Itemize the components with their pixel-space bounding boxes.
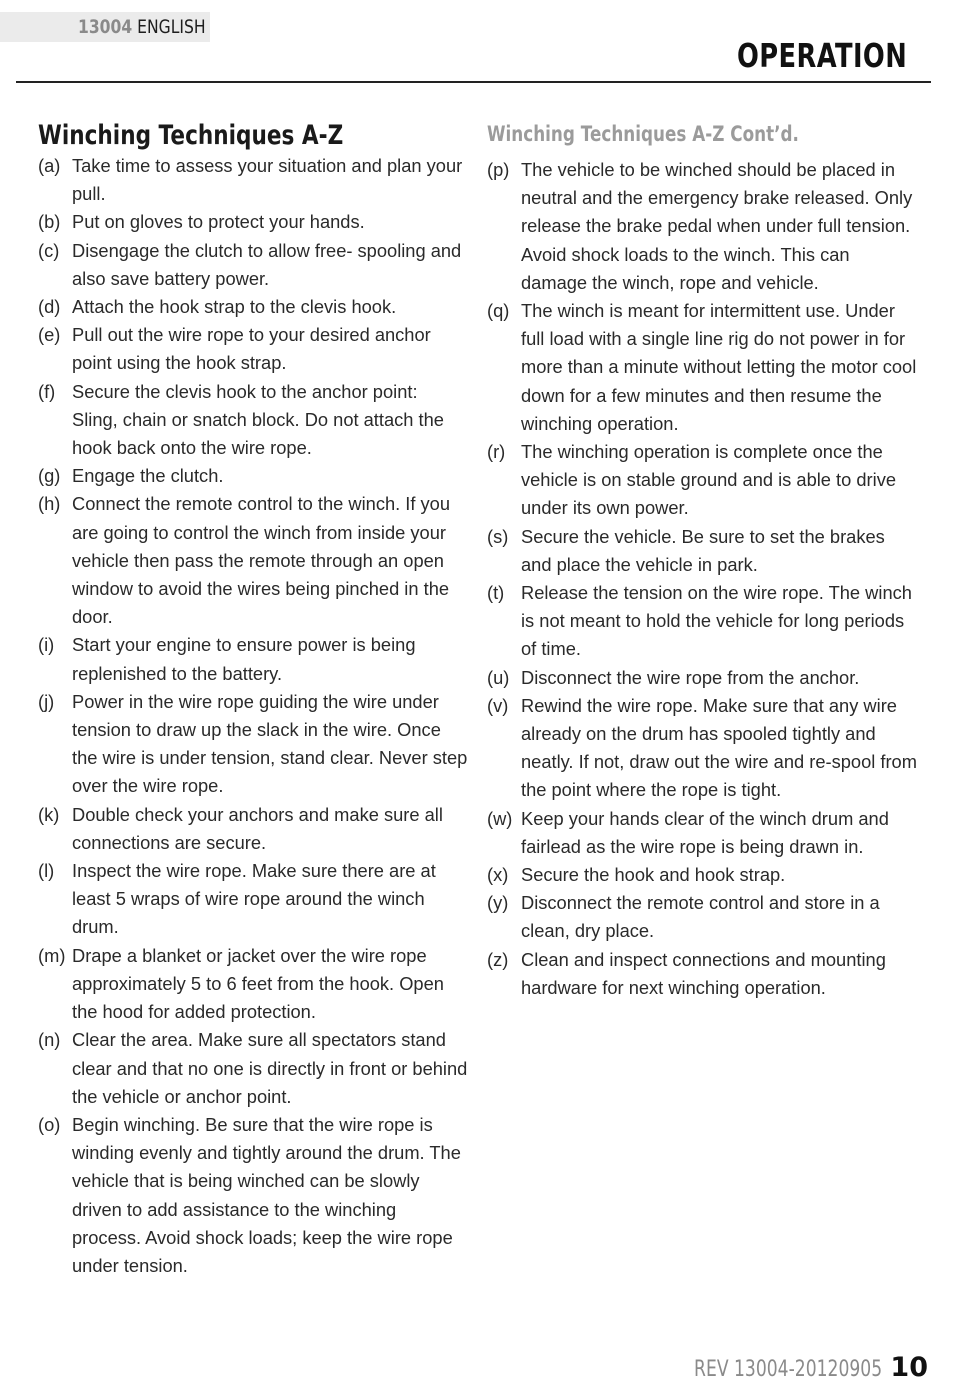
list-item bbox=[487, 946, 917, 1002]
list-item bbox=[38, 942, 468, 1027]
step-text: Start your engine to ensure power is being replenished to the battery. bbox=[72, 634, 416, 684]
list-item bbox=[38, 688, 468, 801]
step-text: Put on gloves to protect your hands. bbox=[72, 211, 365, 233]
step-letter: (y) bbox=[487, 892, 509, 914]
step-text: Pull out the wire rope to your desired anchor point using the hook strap. bbox=[72, 324, 431, 374]
list-item bbox=[487, 664, 917, 692]
model-language-label bbox=[78, 16, 206, 38]
model-language-tab bbox=[0, 12, 210, 42]
list-item bbox=[487, 579, 917, 664]
list-item bbox=[38, 857, 468, 942]
list-item bbox=[38, 801, 468, 857]
list-item bbox=[38, 293, 468, 321]
list-item bbox=[487, 889, 917, 945]
step-text: Rewind the wire rope. Make sure that any wire already on the drum has spooled tightly and neatly. If not, draw out the wire and re-spool from the point where the rope is tight. bbox=[521, 694, 917, 801]
right-step-list bbox=[487, 156, 917, 1002]
step-text: Secure the hook and hook strap. bbox=[521, 864, 786, 886]
section-title: OPERATION bbox=[736, 36, 907, 75]
step-text: Double check your anchors and make sure all connections are secure. bbox=[72, 803, 443, 853]
step-text: Disconnect the remote control and store in a clean, dry place. bbox=[521, 892, 880, 942]
step-text: The winch is meant for intermittent use. Under full load with a single line rig do not power in for more than a minute without letting the motor cool down for a few minutes and then resume the winching operation. bbox=[521, 300, 917, 434]
step-text: The vehicle to be winched should be placed in neutral and the emergency brake released. Only release the brake pedal when under full tension. Avoid shock loads to the winch. This can damage the winch, rope and vehicle. bbox=[521, 159, 913, 293]
list-item bbox=[38, 237, 468, 293]
list-item bbox=[487, 692, 917, 805]
step-letter: (d) bbox=[38, 296, 61, 318]
step-letter: (u) bbox=[487, 666, 510, 688]
right-column-heading: Winching Techniques A-Z Cont’d. bbox=[487, 122, 799, 146]
step-letter: (c) bbox=[38, 239, 60, 261]
revision-code: REV 13004-20120905 bbox=[693, 1357, 882, 1382]
list-item bbox=[38, 321, 468, 377]
step-letter: (g) bbox=[38, 465, 61, 487]
list-item bbox=[487, 438, 917, 523]
step-letter: (x) bbox=[487, 864, 509, 886]
step-text: Take time to assess your situation and plan your pull. bbox=[72, 155, 463, 205]
step-text: Clear the area. Make sure all spectators stand clear and that no one is directly in front or behind the vehicle or anchor point. bbox=[72, 1029, 468, 1107]
step-text: Release the tension on the wire rope. The winch is not meant to hold the vehicle for long periods of time. bbox=[521, 582, 912, 660]
list-item bbox=[487, 861, 917, 889]
list-item bbox=[487, 805, 917, 861]
step-text: Keep your hands clear of the winch drum and fairlead as the wire rope is being drawn in. bbox=[521, 807, 889, 857]
list-item bbox=[38, 152, 468, 208]
step-letter: (n) bbox=[38, 1029, 61, 1051]
step-text: Power in the wire rope guiding the wire under tension to draw up the slack in the wire. Once the wire is under tension, stand clear. Never step over the wire rope. bbox=[72, 690, 468, 797]
step-text: Secure the clevis hook to the anchor point: Sling, chain or snatch block. Do not attach the hook back onto the wire rope. bbox=[72, 380, 444, 459]
step-letter: (z) bbox=[487, 948, 509, 970]
step-letter: (l) bbox=[38, 860, 55, 882]
right-column bbox=[487, 118, 917, 1002]
step-text: Inspect the wire rope. Make sure there are at least 5 wraps of wire rope around the winch drum. bbox=[72, 860, 436, 938]
language-label: ENGLISH bbox=[137, 16, 206, 38]
step-text: Disengage the clutch to allow free- spooling and also save battery power. bbox=[72, 239, 462, 289]
step-text: Clean and inspect connections and mounting hardware for next winching operation. bbox=[521, 948, 886, 998]
step-letter: (v) bbox=[487, 694, 509, 716]
step-letter: (k) bbox=[38, 803, 60, 825]
left-column bbox=[38, 118, 468, 1280]
step-letter: (h) bbox=[38, 493, 61, 515]
page-footer bbox=[641, 1352, 928, 1383]
step-letter: (f) bbox=[38, 380, 56, 402]
step-text: The winching operation is complete once the vehicle is on stable ground and is able to drive under its own power. bbox=[521, 441, 896, 519]
step-text: Engage the clutch. bbox=[72, 465, 224, 487]
step-text: Drape a blanket or jacket over the wire rope approximately 5 to 6 feet from the hook. Open the hood for added protection. bbox=[72, 944, 444, 1023]
page-number: 10 bbox=[890, 1352, 928, 1383]
list-item bbox=[38, 1111, 468, 1280]
step-letter: (t) bbox=[487, 582, 505, 604]
step-text: Begin winching. Be sure that the wire rope is winding evenly and tightly around the drum. The vehicle that is being winched can be slowly driven to add assistance to the winching process. Avoid shock loads; keep the wire rope under tension. bbox=[72, 1113, 461, 1276]
step-text: Secure the vehicle. Be sure to set the brakes and place the vehicle in park. bbox=[521, 525, 885, 575]
list-item bbox=[38, 631, 468, 687]
list-item bbox=[38, 208, 468, 236]
step-letter: (s) bbox=[487, 525, 509, 547]
left-column-heading: Winching Techniques A-Z bbox=[38, 120, 344, 151]
step-letter: (p) bbox=[487, 159, 510, 180]
step-text: Attach the hook strap to the clevis hook. bbox=[72, 296, 397, 318]
model-number: 13004 bbox=[78, 16, 133, 38]
step-letter: (r) bbox=[487, 441, 506, 463]
step-letter: (e) bbox=[38, 324, 61, 346]
list-item bbox=[38, 378, 468, 463]
list-item bbox=[487, 523, 917, 579]
list-item bbox=[38, 462, 468, 490]
list-item bbox=[487, 156, 917, 297]
step-text: Disconnect the wire rope from the anchor. bbox=[521, 666, 860, 688]
step-letter: (m) bbox=[38, 944, 66, 966]
list-item bbox=[38, 1026, 468, 1111]
list-item bbox=[487, 297, 917, 438]
step-text: Connect the remote control to the winch. If you are going to control the winch from inside your vehicle then pass the remote through an open window to avoid the wires being pinched in the door. bbox=[72, 493, 451, 628]
header-divider bbox=[16, 81, 931, 83]
list-item bbox=[38, 490, 468, 631]
step-letter: (w) bbox=[487, 807, 513, 829]
step-letter: (q) bbox=[487, 300, 510, 322]
step-letter: (j) bbox=[38, 690, 55, 712]
step-letter: (b) bbox=[38, 211, 61, 233]
step-letter: (o) bbox=[38, 1113, 61, 1135]
left-step-list bbox=[38, 152, 468, 1280]
step-letter: (i) bbox=[38, 634, 55, 656]
step-letter: (a) bbox=[38, 155, 61, 176]
